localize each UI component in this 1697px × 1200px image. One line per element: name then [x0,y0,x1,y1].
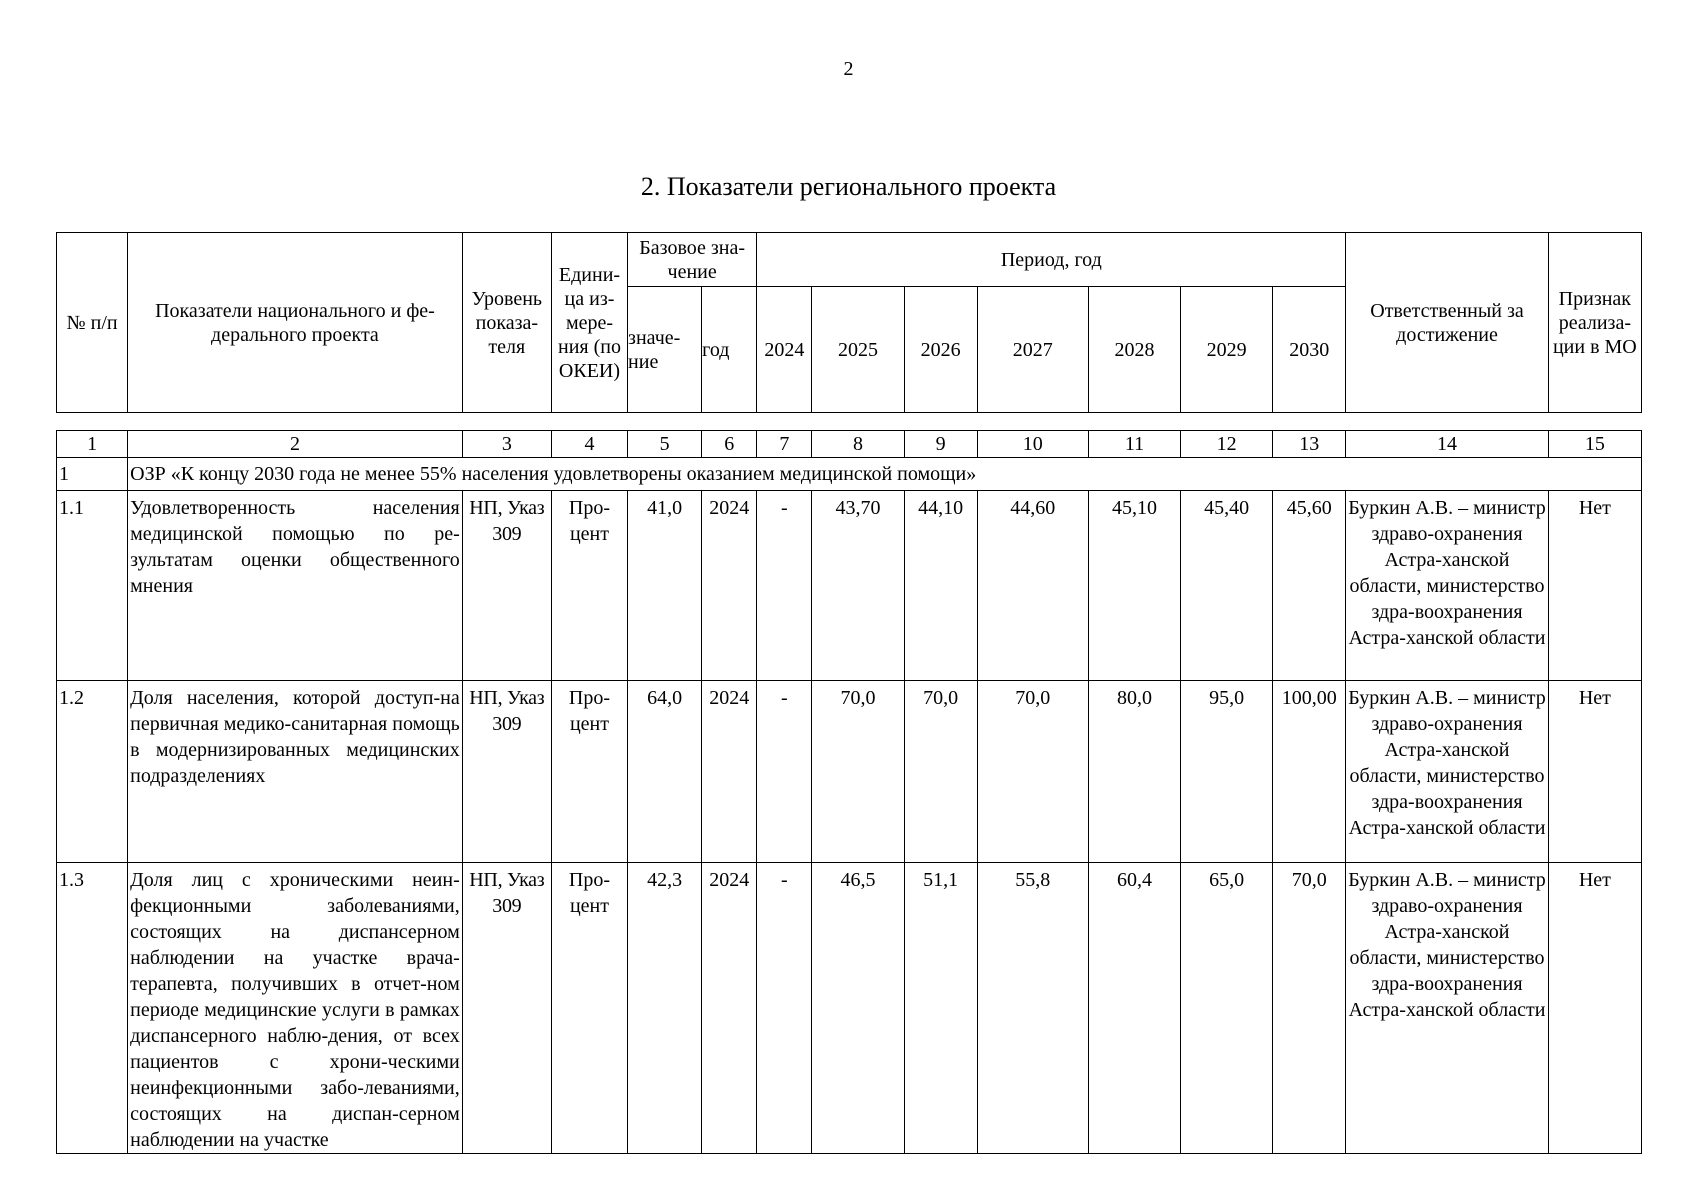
table-row [57,863,1642,1154]
header-base-value: значе-ние [628,287,702,413]
value-2026: 51,1 [904,863,977,1154]
header-year: 2028 [1088,287,1180,413]
value-2027: 70,0 [977,681,1088,863]
base-year: 2024 [702,681,757,863]
indicator-name: Удовлетворенность населения медицинской помощью по ре-зультатам оценки общественного мнения [128,491,463,681]
column-number: 5 [628,431,702,458]
goal-row [57,458,1642,491]
value-2025: 70,0 [812,681,904,863]
header-period: Период, год [757,233,1346,287]
indicator-level: НП, Указ 309 [462,681,551,863]
value-2027: 44,60 [977,491,1088,681]
goal-number: 1 [57,458,128,491]
value-2028: 45,10 [1088,491,1180,681]
column-number: 15 [1548,431,1641,458]
value-2026: 44,10 [904,491,977,681]
header-number: № п/п [57,233,128,413]
responsible: Буркин А.В. – министр здраво-охранения Астра-ханской области, министерство здра-воохранения Астра-ханской области [1346,491,1548,681]
indicator-level: НП, Указ 309 [462,491,551,681]
column-number: 12 [1181,431,1273,458]
value-2027: 55,8 [977,863,1088,1154]
column-numbers-row [57,431,1642,458]
base-value: 41,0 [628,491,702,681]
header-mo-flag: Признак реализа-ции в МО [1548,233,1641,413]
base-year: 2024 [702,863,757,1154]
mo-flag: Нет [1548,863,1641,1154]
responsible: Буркин А.В. – министр здраво-охранения Астра-ханской области, министерство здра-воохранения Астра-ханской области [1346,681,1548,863]
value-2024: - [757,491,812,681]
row-number: 1.3 [57,863,128,1154]
header-responsible: Ответственный за достижение [1346,233,1548,413]
value-2028: 80,0 [1088,681,1180,863]
page-number: 2 [843,58,854,80]
base-value: 64,0 [628,681,702,863]
value-2024: - [757,681,812,863]
page-title: 2. Показатели регионального проекта [640,172,1057,201]
column-number: 4 [551,431,627,458]
header-base: Базовое зна-чение [628,233,757,287]
column-number: 14 [1346,431,1548,458]
header-year: 2027 [977,287,1088,413]
header-year: 2026 [904,287,977,413]
base-value: 42,3 [628,863,702,1154]
goal-text: ОЗР «К концу 2030 года не менее 55% населения удовлетворены оказанием медицинской помощи» [128,458,1642,491]
column-number: 3 [462,431,551,458]
table-row [57,491,1642,681]
header-base-year: год [702,287,757,413]
column-number: 8 [812,431,904,458]
unit: Про-цент [551,681,627,863]
base-year: 2024 [702,491,757,681]
row-number: 1.1 [57,491,128,681]
mo-flag: Нет [1548,491,1641,681]
header-year: 2030 [1273,287,1346,413]
value-2029: 95,0 [1181,681,1273,863]
header-year: 2029 [1181,287,1273,413]
header-unit: Едини-ца из-мере-ния (по ОКЕИ) [551,233,627,413]
value-2028: 60,4 [1088,863,1180,1154]
indicators-table [56,430,1642,1154]
column-number: 9 [904,431,977,458]
responsible: Буркин А.В. – министр здраво-охранения Астра-ханской области, министерство здра-воохранения Астра-ханской области [1346,863,1548,1154]
column-number: 6 [702,431,757,458]
value-2025: 43,70 [812,491,904,681]
column-number: 10 [977,431,1088,458]
value-2030: 100,00 [1273,681,1346,863]
unit: Про-цент [551,863,627,1154]
column-number: 11 [1088,431,1180,458]
column-number: 13 [1273,431,1346,458]
column-number: 2 [128,431,463,458]
value-2029: 45,40 [1181,491,1273,681]
indicator-level: НП, Указ 309 [462,863,551,1154]
value-2030: 70,0 [1273,863,1346,1154]
value-2026: 70,0 [904,681,977,863]
indicator-name: Доля лиц с хроническими неин-фекционными заболеваниями, состоящих на диспансерном наблюдении на участке врача-терапевта, получивших в отчет-ном периоде медицинские услуги в рамках диспансерного наблю-дения, от всех пациентов с хрони-ческими неинфекционными забо-леваниями, состоящих на диспан-серном наблюдении на участке [128,863,463,1154]
mo-flag: Нет [1548,681,1641,863]
indicators-table-header [56,232,1642,413]
value-2029: 65,0 [1181,863,1273,1154]
value-2030: 45,60 [1273,491,1346,681]
header-indicator: Показатели национального и фе-дерального проекта [128,233,463,413]
header-level: Уровень показа-теля [462,233,551,413]
indicator-name: Доля населения, которой доступ-на первичная медико-санитарная помощь в модернизированных медицинских подразделениях [128,681,463,863]
header-year: 2024 [757,287,812,413]
column-number: 1 [57,431,128,458]
value-2024: - [757,863,812,1154]
column-number: 7 [757,431,812,458]
row-number: 1.2 [57,681,128,863]
header-year: 2025 [812,287,904,413]
unit: Про-цент [551,491,627,681]
table-row [57,681,1642,863]
value-2025: 46,5 [812,863,904,1154]
